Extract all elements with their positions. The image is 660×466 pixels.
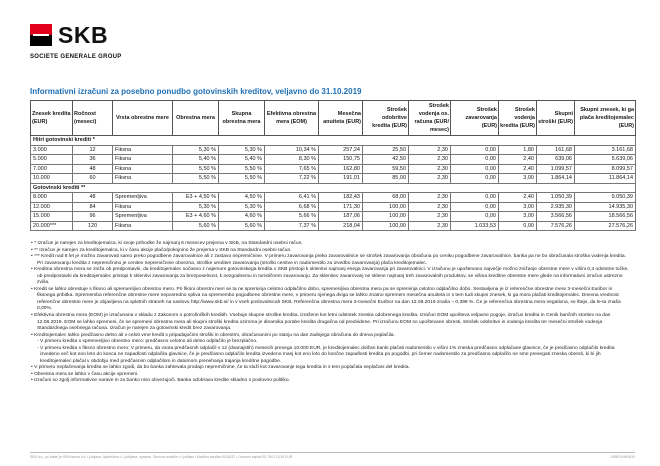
table-cell: 3.161,68 xyxy=(575,145,636,155)
table-cell: 9.050,39 xyxy=(575,193,636,203)
footnote-text: V primeru neplačevanja kredita se lahko zgodi, da bo banka zahtevala prodajo nepremičnine, če ta služi kot zavarovanje tega kredita in s tem poplačala neplačani del kredita. xyxy=(34,365,410,371)
table-cell: 84 xyxy=(73,202,113,212)
table-cell: 48 xyxy=(73,164,113,174)
table-cell: 7,37 % xyxy=(265,221,319,231)
table-header: Efektivna obrestna mera (EOM) xyxy=(265,101,319,136)
table-cell: 2,30 xyxy=(409,164,451,174)
table-cell: 100,00 xyxy=(363,221,409,231)
footnote-text: Izračuni so zgolj informativne narave in za banko niso obvezujoči. Banka odobrava kredite skladno s poslovno politiko. xyxy=(34,378,290,384)
table-cell: 1,80 xyxy=(499,145,537,155)
table-cell: 5,60 % xyxy=(219,221,265,231)
table-cell: 5,30 % xyxy=(173,145,219,155)
table-cell: 12.000 xyxy=(31,202,73,212)
section-row-other-loans xyxy=(31,183,636,193)
table-cell: 68,00 xyxy=(363,193,409,203)
table-cell: 5,40 % xyxy=(219,155,265,165)
brand-subtitle: SOCIETE GENERALE GROUP xyxy=(30,54,122,60)
table-cell: 5,50 % xyxy=(219,164,265,174)
table-cell: 8,30 % xyxy=(265,155,319,165)
table-cell: 639,06 xyxy=(537,155,575,165)
footnote: • Efektivna obrestna mera (EOM) je izračunana v skladu z Zakonom o potrošniških kreditih. Vsebuje skupne stroške kredita, izražene kot letni odstotek zneska odobrenega kredita. Izračun EOM upošteva veljavne pogoje, izračun kredita in Cenik bančnih storitev na dan 12.08.2019. EOM se lahko spremeni, če se spremeni obrestna mera ali skupni stroški kredita oziroma je dinamika porabe kredita drugačna od predvidene. Pri izračunu EOM so upoštevane obresti, strošek odobritve in vodenja kredita ter mesečni strošek vodenja Standardnega osebnega računa. Izračun je narejen za gotovinski kredit brez zavarovanja. xyxy=(31,313,611,332)
table-header: Strošek zavarovanja (EUR) xyxy=(451,101,499,136)
table-cell: 5,30 % xyxy=(219,145,265,155)
table-cell: 0,00 xyxy=(451,193,499,203)
table-cell: E3 + 4,60 % xyxy=(173,212,219,222)
table-cell: 0,00 xyxy=(451,174,499,184)
table-cell: 3.000 xyxy=(31,145,73,155)
footnote-text: Kreditojemalec lahko predčasno delno ali v celoti vrne kredit s pripadajočimi stroški in obrestmi, obračunanimi po stanju na dan zadnjega obračuna do dneva poplačila. xyxy=(34,332,395,338)
loan-rates-table xyxy=(30,100,636,231)
table-cell: 25,50 xyxy=(363,145,409,155)
table-cell: 20.000*** xyxy=(31,221,73,231)
table-cell: 12 xyxy=(73,145,113,155)
table-cell: 2,30 xyxy=(409,212,451,222)
table-cell: 191,01 xyxy=(319,174,363,184)
table-header: Obrestna mera xyxy=(173,101,219,136)
table-cell: 120 xyxy=(73,221,113,231)
table-cell: Spremenljiva xyxy=(113,212,173,222)
table-cell: 257,24 xyxy=(319,145,363,155)
table-cell: 5,50 % xyxy=(219,174,265,184)
table-cell: 2.935,30 xyxy=(537,202,575,212)
table-cell: 48 xyxy=(73,193,113,203)
table-cell: 8.000 xyxy=(31,193,73,203)
table-cell: 2,40 xyxy=(499,193,537,203)
table-header: Skupna obrestna mera xyxy=(219,101,265,136)
table-cell: 162,80 xyxy=(319,164,363,174)
table-cell: 2,30 xyxy=(409,174,451,184)
table-cell: Fiksna xyxy=(113,155,173,165)
footnote-text: Kredit se lahko obrestuje s fiksno ali spremenljivo obrestno mero. Pri fiksni obrestni meri se ta ne spreminja celotno odplačilno dobo, spremenljiva obrestna mera pa se spreminja celotno odplačilno dobo. Sestavljena je iz referenčne obrestne mere 3-mesečni Euribor in fiksnega pribitka. Sprememba referenčne obrestne mere neposredno vpliva na spremembo pogodbene obrestne mere, v primeru njenega dviga se lahko znatno spremeni mesečna anuiteta in s tem tudi skupni znesek, ki ga mora plačati kreditojemalec. Dnevna vrednost referenčne obrestne mere je objavljena na spletnih straneh na naslovu http://www.skb.si/ in v vseh poslovalnicah SKB. Referenčna obrestna mera 3-mesečni Euribor na dan 12.08.2019 znaša – 0,398 %. Če je referenčna obrestna mera negativna, se šteje, da le-ta znaša 0,00%. xyxy=(34,286,621,312)
table-cell: Spremenljiva xyxy=(113,193,173,203)
table-cell: 3,00 xyxy=(499,174,537,184)
table-cell: 42,50 xyxy=(363,155,409,165)
table-cell: 7.000 xyxy=(31,164,73,174)
table-cell: 2,30 xyxy=(409,155,451,165)
table-cell: 6,41 % xyxy=(265,193,319,203)
table-cell: 100,00 xyxy=(363,212,409,222)
table-row xyxy=(31,174,636,184)
table-cell: 100,00 xyxy=(363,202,409,212)
table-cell: 2,30 xyxy=(409,221,451,231)
footnote: • Kredit se lahko obrestuje s fiksno ali spremenljivo obrestno mero. Pri fiksni obrestni meri se ta ne spreminja celotno odplačilno dobo, spremenljiva obrestna mera pa se spreminja celotno odplačilno dobo. Sestavljena je iz referenčne obrestne mere 3-mesečni Euribor in fiksnega pribitka. Sprememba referenčne obrestne mere neposredno vpliva na spremembo pogodbene obrestne mere, v primeru njenega dviga se lahko znatno spremeni mesečna anuiteta in s tem tudi skupni znesek, ki ga mora plačati kreditojemalec. Dnevna vrednost referenčne obrestne mere je objavljena na spletnih straneh na naslovu http://www.skb.si/ in v vseh poslovalnicah SKB. Referenčna obrestna mera 3-mesečni Euribor na dan 12.08.2019 znaša – 0,398 %. Če je referenčna obrestna mera negativna, se šteje, da le-ta znaša 0,00%. xyxy=(31,286,621,312)
footer-divider xyxy=(30,452,635,453)
table-cell: 10,34 % xyxy=(265,145,319,155)
table-row xyxy=(31,221,636,231)
table-cell: 4,60 % xyxy=(219,212,265,222)
table-row xyxy=(31,164,636,174)
table-cell: 0,00 xyxy=(499,221,537,231)
table-cell: 36 xyxy=(73,155,113,165)
table-cell: 27.576,26 xyxy=(575,221,636,231)
footnote-text: V primeru kredita s spremenljivo obrestno mero: predčasno celotno ali delno odplačilo je brezplačno. xyxy=(40,339,258,345)
table-row xyxy=(31,212,636,222)
table-cell: 5,40 % xyxy=(173,155,219,165)
table-body xyxy=(31,136,636,231)
table-cell: 59,50 xyxy=(363,164,409,174)
document-title: Informativni izračuni za posebno ponudbo gotovinskih kreditov, veljavno do 31.10.2019 xyxy=(30,87,362,96)
brand-name: SKB xyxy=(58,22,109,48)
table-cell: 6,68 % xyxy=(265,202,319,212)
table-cell: 1.050,39 xyxy=(537,193,575,203)
footnote: • Izračuni so zgolj informativne narave in za banko niso obvezujoči. Banka odobrava kredite skladno s poslovno politiko. xyxy=(31,378,290,384)
table-cell: 0,00 xyxy=(451,145,499,155)
section-label: Gotovinski krediti ** xyxy=(31,183,636,193)
table-cell: 1.033,53 xyxy=(451,221,499,231)
table-cell: 7.576,26 xyxy=(537,221,575,231)
table-cell: 4,50 % xyxy=(219,193,265,203)
footnote-text: Efektivna obrestna mera (EOM) je izračunana v skladu z Zakonom o potrošniških kreditih. Vsebuje skupne stroške kredita, izražene kot letni odstotek zneska odobrenega kredita. Izračun EOM upošteva veljavne pogoje, izračun kredita in Cenik bančnih storitev na dan 12.08.2019. EOM se lahko spremeni, če se spremeni obrestna mera ali skupni stroški kredita oziroma je dinamika porabe kredita drugačna od predvidene. Pri izračunu EOM so upoštevane obresti, strošek odobritve in vodenja kredita ter mesečni strošek vodenja Standardnega osebnega računa. Izračun je narejen za gotovinski kredit brez zavarovanja. xyxy=(34,313,611,332)
footnote: • Kreditojemalec lahko predčasno delno ali v celoti vrne kredit s pripadajočimi stroški in obrestmi, obračunanimi po stanju na dan zadnjega obračuna do dneva poplačila. xyxy=(31,332,395,338)
table-cell: 218,04 xyxy=(319,221,363,231)
footnote: • Obrestna mera se lahko v času akcije spremeni. xyxy=(31,371,139,377)
table-cell: 0,00 xyxy=(451,202,499,212)
table-cell: 7,65 % xyxy=(265,164,319,174)
table-cell: 5,60 % xyxy=(173,221,219,231)
table-cell: 2,30 xyxy=(409,145,451,155)
skb-logo-icon xyxy=(30,24,52,46)
table-cell: Fiksna xyxy=(113,202,173,212)
table-header: Strošek vodenja kredita (EUR) xyxy=(499,101,537,136)
footnote-text: *** Kredit nad 8 let je možno zavarovati samo preko pogodbene zavarovalnice ali z zastavo nepremičnine. V primeru zavarovanja preko zavarovalnice se strošek zavarovanja obračuna po ceniku pogodbene zavarovalnice, banka pa ne bo obračunala stroška vodenja kredita. Pri zavarovanju kredita z nepremičnino je cenitev nepremičnine obvezna, stroške ureditve zavarovanja (stroški cenitve in nadomestilo za izvedbo zavarovanja) plača kreditojemalec. xyxy=(34,254,626,266)
table-cell: 161,68 xyxy=(537,145,575,155)
table-header: Skupni stroški (EUR) xyxy=(537,101,575,136)
table-cell: 15.000 xyxy=(31,212,73,222)
table-header: Strošek vodenja os. računa (EUR/ mesec) xyxy=(409,101,451,136)
table-cell: 0,00 xyxy=(451,155,499,165)
table-cell: 85,00 xyxy=(363,174,409,184)
footnote-text: ** Izračun je narejen za kreditojemalca, ki v času akcije plačo/pokojnino že prejema v SKB na Standardni osebni račun. xyxy=(34,247,292,253)
table-cell: Fiksna xyxy=(113,164,173,174)
table-cell: Fiksna xyxy=(113,221,173,231)
table-cell: 3,00 xyxy=(499,202,537,212)
table-cell: 8.099,57 xyxy=(575,164,636,174)
table-cell: 2,30 xyxy=(409,193,451,203)
footnote-text: * Izračun je narejen za kreditojemalca, ki svoje prihodke že najmanj 6 mesecev prejema v SKB, na Standardni osebni račun. xyxy=(34,241,303,246)
table-header: Znesek kredita (EUR) xyxy=(31,101,73,136)
footnote: • Kreditna obrestna mera se zniža ob predpostavki, da kreditojemalec sočasno z najemom gotovinskega kredita v SKB pristopi k sklenitvi najmanj enega zavarovanja pri zavarovalnici. V izračunu je upoštevano največje možno znižanje obrestne mere v višini 0,3 odstotne točke, ob predpostavki da kreditojemalec pristopi k sklenitvi zavarovanja za brezposelnost, k nezgodnemu in turističnem zavarovanju. Za sklenitev zavarovanj ne sklene najmanj treh zavarovalnih produktov, se višina kreditne obrestne mere glede na informativni izračun ustrezno zviša. xyxy=(31,267,629,286)
footnote: • V primeru neplačevanja kredita se lahko zgodi, da bo banka zahtevala prodajo nepremičnine, če ta služi kot zavarovanje tega kredita in s tem poplačala neplačani del kredita. xyxy=(31,365,410,371)
footnote-text: V primeru kredita s fiksno obrestno mero: V primeru, da vsota predčasnih odplačil v 12 (dvanajstih) mesecih presega 10.000 EUR, je kreditojemalec dolžan banki plačati nadomestilo v višini 1% zneska predčasno odplačane glavnice, če je predčasno odplačilo kredita izvedeno več kot eno leto do konca ne zapadlosti odplačila glavnice, če je predčasno odplačilo kredita izvedeno manj kot eno leto do končne zapadlosti kredita po pogodbi, pri čemer nadomestilo za predčasno odplačilo ne sme presegati zneska obresti, ki bi jih kreditojemalec plačal v obdobju med predčasnim odplačilom in datumom prenehanja trajanja kreditne pogodbe. xyxy=(40,345,615,364)
table-cell: 14.935,30 xyxy=(575,202,636,212)
table-cell: 5,50 % xyxy=(173,164,219,174)
table-cell: 11.864,14 xyxy=(575,174,636,184)
table-cell: 2,30 xyxy=(409,202,451,212)
footer-code: SKBPONHS819 xyxy=(610,455,635,459)
table-header: Ročnost (meseci) xyxy=(73,101,113,136)
table-cell: 60 xyxy=(73,174,113,184)
footnote: • *** Kredit nad 8 let je možno zavarovati samo preko pogodbene zavarovalnice ali z zastavo nepremičnine. V primeru zavarovanja preko zavarovalnice se strošek zavarovanja obračuna po ceniku pogodbene zavarovalnice, banka pa ne bo obračunala stroška vodenja kredita. Pri zavarovanju kredita z nepremičnino je cenitev nepremičnine obvezna, stroške ureditve zavarovanja (stroški cenitve in nadomestilo za izvedbo zavarovanja) plača kreditojemalec. xyxy=(31,254,626,266)
table-header: Vrsta obrestne mere xyxy=(113,101,173,136)
footnote: • * Izračun je narejen za kreditojemalca, ki svoje prihodke že najmanj 6 mesecev prejema v SKB, na Standardni osebni račun. xyxy=(31,241,303,246)
table-cell: 5.000 xyxy=(31,155,73,165)
table-cell: 10.000 xyxy=(31,174,73,184)
table-cell: 5,30 % xyxy=(219,202,265,212)
table-header: Skupni znesek, ki ga plača kreditojemalec (EUR) xyxy=(575,101,636,136)
table-header: Mesečna anuiteta (EUR) xyxy=(319,101,363,136)
table-cell: 0,00 xyxy=(451,164,499,174)
table-cell: 1.099,57 xyxy=(537,164,575,174)
table-cell: 96 xyxy=(73,212,113,222)
table-cell: 5.639,06 xyxy=(575,155,636,165)
table-cell: Fiksna xyxy=(113,145,173,155)
footnote-text: Kreditna obrestna mera se zniža ob predpostavki, da kreditojemalec sočasno z najemom gotovinskega kredita v SKB pristopi k sklenitvi najmanj enega zavarovanja pri zavarovalnici. V izračunu je upoštevano največje možno znižanje obrestne mere v višini 0,3 odstotne točke, ob predpostavki da kreditojemalec pristopi k sklenitvi zavarovanja za brezposelnost, k nezgodnemu in turističnem zavarovanju. Za sklenitev zavarovanj ne sklene najmanj treh zavarovalnih produktov, se višina kreditne obrestne mere glede na informativni izračun ustrezno zviša. xyxy=(34,267,629,286)
footnotes xyxy=(30,241,630,385)
table-row xyxy=(31,202,636,212)
table-header-row xyxy=(31,101,636,136)
footnote-text: Obrestna mera se lahko v času akcije spremeni. xyxy=(34,371,139,377)
footnote: - V primeru kredita s fiksno obrestno mero: V primeru, da vsota predčasnih odplačil v 12 (dvanajstih) mesecih presega 10.000 EUR, je kreditojemalec dolžan banki plačati nadomestilo v višini 1% zneska predčasno odplačane glavnice, če je predčasno odplačilo kredita izvedeno več kot eno leto do konca ne zapadlosti odplačila glavnice, če je predčasno odplačilo kredita izvedeno manj kot eno leto do končne zapadlosti kredita po pogodbi, pri čemer nadomestilo za predčasno odplačilo ne sme presegati zneska obresti, ki bi jih kreditojemalec plačal v obdobju med predčasnim odplačilom in datumom prenehanja trajanja kreditne pogodbe. xyxy=(37,345,615,364)
table-cell: E3 + 4,50 % xyxy=(173,193,219,203)
section-row-fast-loans xyxy=(31,136,636,146)
table-row xyxy=(31,193,636,203)
footer-legal: SKB d.d., pri kateri je SKB banka d.d. Ljubljana, Ajdovščina 4, Ljubljana, vpisana. Okrožno sodišče v Ljubljani • Matična številka 5026237 • Osnovni kapital 52.784.176,26 EUR xyxy=(30,455,293,459)
section-label: Hitri gotovinski krediti * xyxy=(31,136,636,146)
table-cell: 1.864,14 xyxy=(537,174,575,184)
table-row xyxy=(31,155,636,165)
table-cell: 3,00 xyxy=(499,212,537,222)
footnote: - V primeru kredita s spremenljivo obrestno mero: predčasno celotno ali delno odplačilo je brezplačno. xyxy=(37,339,258,345)
table-header: Strošek odobritve kredita (EUR) xyxy=(363,101,409,136)
table-cell: 182,43 xyxy=(319,193,363,203)
table-cell: 171,30 xyxy=(319,202,363,212)
footnote: • ** Izračun je narejen za kreditojemalca, ki v času akcije plačo/pokojnino že prejema v SKB na Standardni osebni račun. xyxy=(31,247,292,253)
table-row xyxy=(31,145,636,155)
table-cell: 7,22 % xyxy=(265,174,319,184)
table-cell: 0,00 xyxy=(451,212,499,222)
table-cell: Fiksna xyxy=(113,174,173,184)
table-cell: 5,66 % xyxy=(265,212,319,222)
table-cell: 18.566,56 xyxy=(575,212,636,222)
table-cell: 2,40 xyxy=(499,155,537,165)
table-cell: 5,30 % xyxy=(173,202,219,212)
table-cell: 187,06 xyxy=(319,212,363,222)
table-cell: 3.566,56 xyxy=(537,212,575,222)
table-cell: 2,40 xyxy=(499,164,537,174)
table-cell: 5,50 % xyxy=(173,174,219,184)
table-cell: 150,75 xyxy=(319,155,363,165)
